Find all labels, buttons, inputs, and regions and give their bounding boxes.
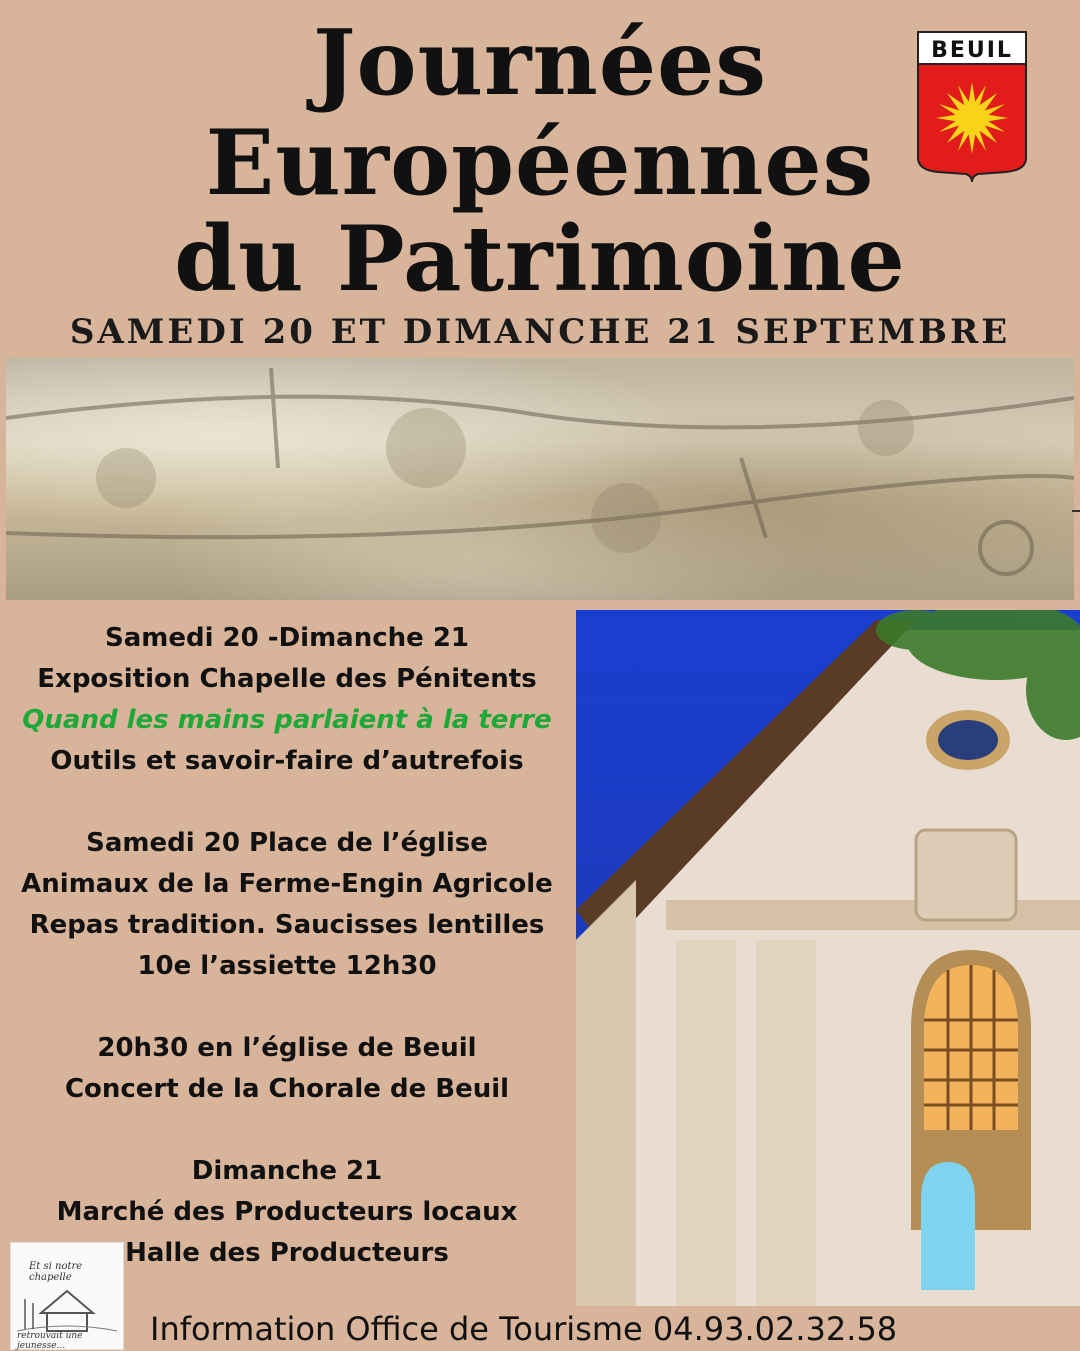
title-line-2: Européennes — [205, 110, 875, 216]
program-line: Outils et savoir-faire d’autrefois — [50, 746, 524, 776]
event-dates: SAMEDI 20 ET DIMANCHE 21 SEPTEMBRE — [69, 312, 1011, 352]
program-line: Halle des Producteurs — [125, 1238, 449, 1268]
program-line: Concert de la Chorale de Beuil — [64, 1074, 510, 1104]
church-photo — [576, 610, 1080, 1306]
program-line: Marché des Producteurs locaux — [56, 1197, 518, 1227]
carved-stone-photo — [6, 358, 1074, 600]
exhibition-title: Quand les mains parlaient à la terre — [22, 705, 552, 735]
program-line: Repas tradition. Saucisses lentilles — [29, 910, 545, 940]
event-program — [0, 618, 574, 1274]
program-line: Exposition Chapelle des Pénitents — [37, 664, 537, 694]
divider-line — [1072, 510, 1080, 512]
program-line: Animaux de la Ferme-Engin Agricole — [21, 869, 553, 899]
program-line: Samedi 20 -Dimanche 21 — [104, 623, 470, 653]
program-line: Dimanche 21 — [191, 1156, 383, 1186]
chapelle-association-logo — [10, 1242, 124, 1350]
crest-label: BEUIL — [931, 38, 1013, 63]
logo-text-top: Et si notre chapelle — [29, 1261, 83, 1283]
beuil-crest-logo — [916, 30, 1028, 184]
title-line-3: du Patrimoine — [174, 206, 906, 312]
program-line: Samedi 20 Place de l’église — [86, 828, 488, 858]
logo-text-bottom: retrouvait une jeunesse... — [17, 1331, 83, 1351]
program-line: 20h30 en l’église de Beuil — [97, 1033, 477, 1063]
title-line-1: Journées — [312, 10, 768, 116]
tourism-office-info: Information Office de Tourisme 04.93.02.32.58 — [150, 1310, 898, 1348]
program-line: 10e l’assiette 12h30 — [137, 951, 437, 981]
